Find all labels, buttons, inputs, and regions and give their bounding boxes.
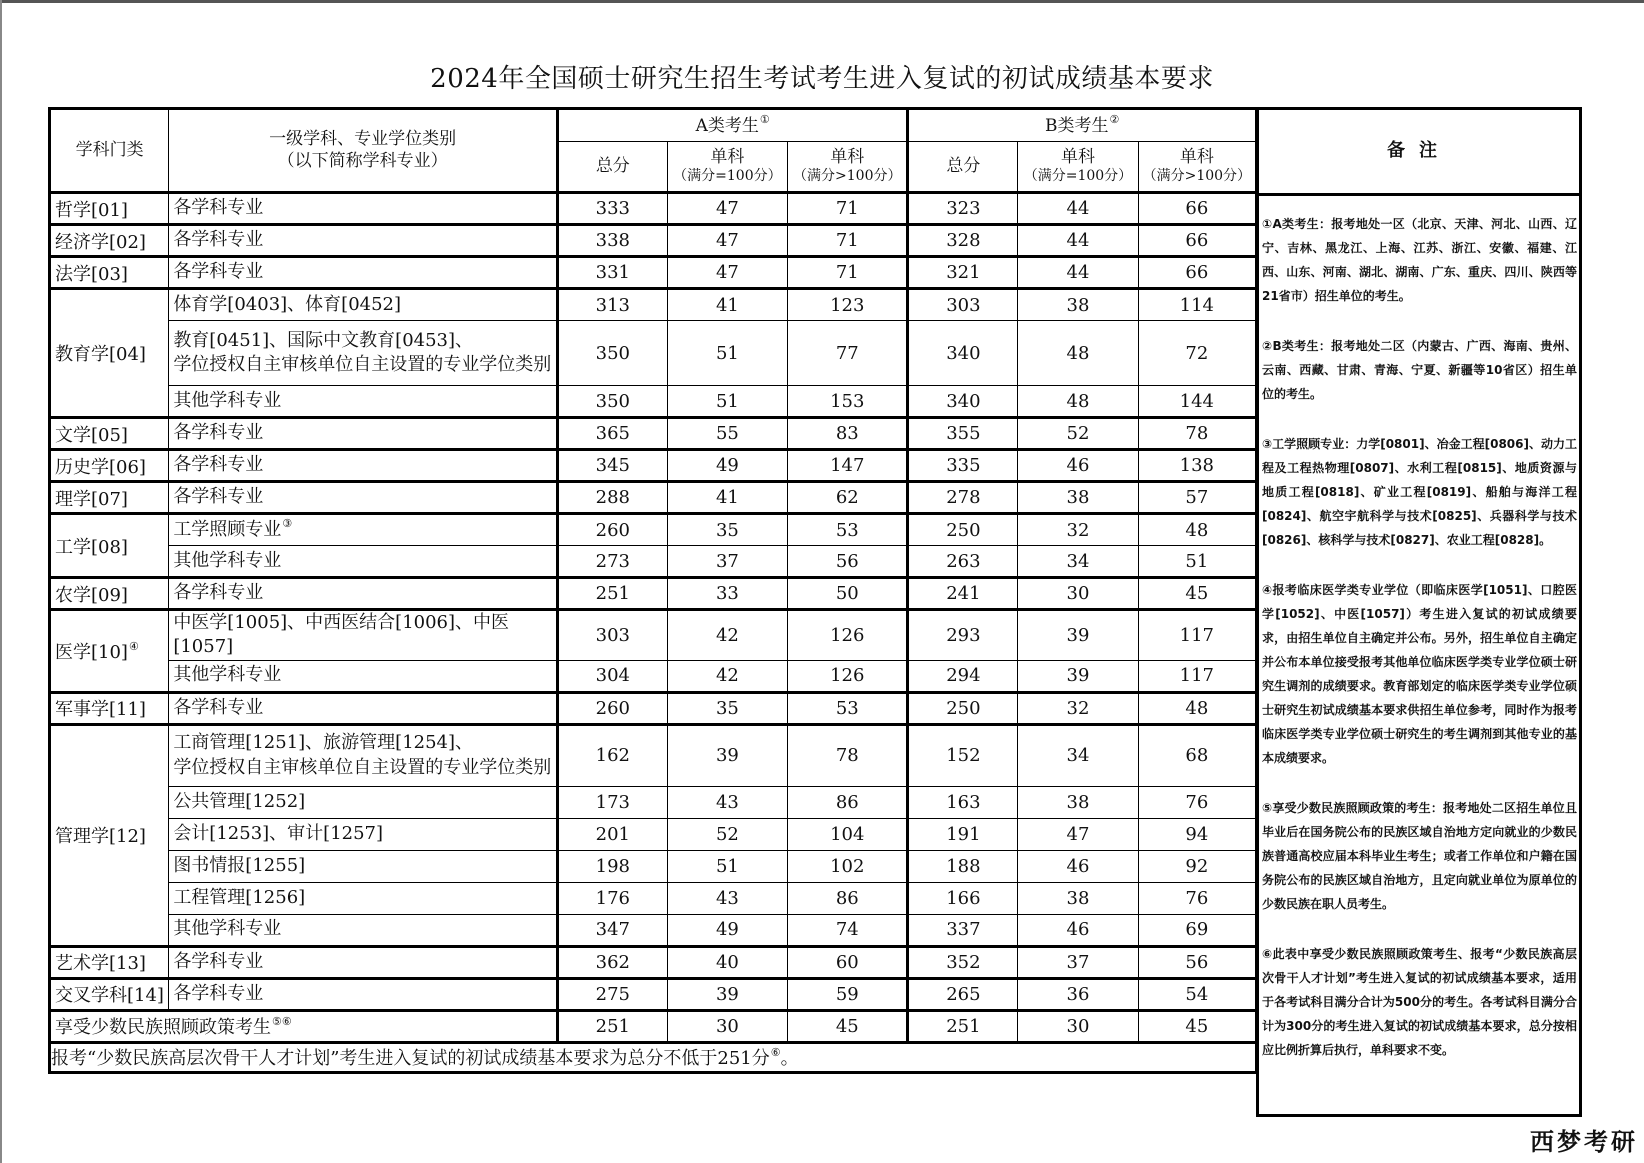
a-singleover-cell: 104 [788, 818, 908, 850]
a-total-cell: 288 [557, 482, 667, 514]
b-singleover-cell: 76 [1138, 882, 1256, 914]
row-subject-line1: 工商管理[1251]、旅游管理[1254]、 [173, 732, 474, 754]
table-row [50, 610, 1257, 661]
a-single100-cell: 47 [667, 257, 787, 289]
header-category: 学科门类 [50, 109, 169, 193]
a-single100-cell: 43 [667, 786, 787, 818]
a-singleover-cell: 126 [788, 610, 908, 661]
a-total-cell: 260 [557, 692, 667, 724]
b-total-cell: 335 [908, 450, 1018, 482]
a-singleover-cell: 78 [788, 724, 908, 786]
b-single100-cell: 38 [1018, 289, 1138, 321]
a-total-cell: 201 [557, 818, 667, 850]
b-single100-cell: 44 [1018, 257, 1138, 289]
row-category: 工学[08] [50, 514, 169, 578]
b-single100-cell: 44 [1018, 225, 1138, 257]
b-single100-cell: 32 [1018, 514, 1138, 546]
header-b-single-label: 单科 [1060, 147, 1095, 168]
a-total-cell: 333 [557, 193, 667, 225]
header-b-single-100 [1018, 142, 1138, 193]
a-singleover-cell: 45 [788, 1010, 908, 1042]
note-item: ②B类考生：报考地处二区（内蒙古、广西、海南、贵州、云南、西藏、甘肃、青海、宁夏、新疆等10省区）招生单位的考生。 [1262, 339, 1577, 401]
row-subject: 各学科专业 [169, 450, 558, 482]
row-subject: 各学科专业 [169, 978, 558, 1010]
b-singleover-cell: 45 [1138, 578, 1256, 610]
page-top-border [0, 0, 1644, 3]
a-singleover-cell: 53 [788, 514, 908, 546]
page-title: 2024年全国硕士研究生招生考试考生进入复试的初试成绩基本要求 [430, 64, 1214, 94]
b-singleover-cell: 51 [1138, 546, 1256, 578]
a-singleover-cell: 147 [788, 450, 908, 482]
b-singleover-cell: 48 [1138, 514, 1256, 546]
row-category: 交叉学科[14] [50, 978, 169, 1010]
a-total-cell: 304 [557, 660, 667, 692]
b-single100-cell: 34 [1018, 724, 1138, 786]
a-single100-cell: 40 [667, 946, 787, 978]
note-item: ⑤享受少数民族照顾政策的考生：报考地处二区招生单位且毕业后在国务院公布的民族区域自治地方定向就业的少数民族普通高校应届本科毕业生考生；或者工作单位和户籍在国务院公布的民族区域自治地方，且定向就业单位为原单位的少数民族在职人员考生。 [1262, 801, 1577, 911]
notes-panel [1256, 107, 1582, 1117]
b-total-cell: 340 [908, 386, 1018, 418]
row-category: 经济学[02] [50, 225, 169, 257]
a-total-cell: 251 [557, 578, 667, 610]
row-subject [169, 321, 558, 386]
table-row [50, 786, 1257, 818]
row-subject: 图书情报[1255] [169, 850, 558, 882]
a-total-cell: 350 [557, 386, 667, 418]
a-total-cell: 350 [557, 321, 667, 386]
row-category: 教育学[04] [50, 289, 169, 418]
row-subject: 其他学科专业 [169, 386, 558, 418]
row-category: 管理学[12] [50, 724, 169, 946]
row-subject: 其他学科专业 [169, 546, 558, 578]
b-single100-cell: 46 [1018, 850, 1138, 882]
b-total-cell: 340 [908, 321, 1018, 386]
b-single100-cell: 46 [1018, 914, 1138, 946]
table-row [50, 660, 1257, 692]
a-single100-cell: 33 [667, 578, 787, 610]
row-category: 农学[09] [50, 578, 169, 610]
b-singleover-cell: 56 [1138, 946, 1256, 978]
table-row [50, 946, 1257, 978]
b-total-cell: 241 [908, 578, 1018, 610]
b-total-cell: 323 [908, 193, 1018, 225]
a-total-cell: 162 [557, 724, 667, 786]
b-singleover-cell: 68 [1138, 724, 1256, 786]
table-row [50, 482, 1257, 514]
row-subject-line1: 教育[0451]、国际中文教育[0453]、 [173, 329, 474, 351]
row-subject: 中医学[1005]、中西医结合[1006]、中医[1057] [169, 610, 558, 661]
b-total-cell: 278 [908, 482, 1018, 514]
header-group-b-mark: ② [1109, 113, 1120, 127]
b-total-cell: 337 [908, 914, 1018, 946]
b-singleover-cell: 144 [1138, 386, 1256, 418]
header-group-b [908, 109, 1257, 142]
a-singleover-cell: 77 [788, 321, 908, 386]
header-group-a-label: A类考生 [695, 116, 759, 137]
a-single100-cell: 39 [667, 978, 787, 1010]
b-singleover-cell: 48 [1138, 692, 1256, 724]
b-single100-cell: 44 [1018, 193, 1138, 225]
footnote-mark: ⑥ [770, 1046, 781, 1060]
b-single100-cell: 32 [1018, 692, 1138, 724]
a-single100-cell: 51 [667, 850, 787, 882]
a-singleover-cell: 102 [788, 850, 908, 882]
table-row [50, 882, 1257, 914]
a-singleover-cell: 86 [788, 786, 908, 818]
table-row [50, 546, 1257, 578]
table-row [50, 418, 1257, 450]
page-left-border [0, 0, 2, 1163]
note-item: ④报考临床医学类专业学位（即临床医学[1051]、口腔医学[1052]、中医[1057]）考生进入复试的初试成绩要求，由招生单位自主确定并公布。另外，招生单位自主确定并公布本单位接受报考其他单位临床医学类专业学位硕士研究生调剂的成绩要求。教育部划定的临床医学类专业学位硕士研究生初试成绩基本要求供招生单位参考，同时作为报考临床医学类专业学位硕士研究生的考生调剂到其他专业的基本成绩要求。 [1262, 583, 1577, 765]
b-single100-cell: 52 [1018, 418, 1138, 450]
a-single100-cell: 42 [667, 610, 787, 661]
b-singleover-cell: 72 [1138, 321, 1256, 386]
b-single100-cell: 38 [1018, 482, 1138, 514]
header-subject-line1: 一级学科、专业学位类别 [269, 129, 457, 150]
header-a-total: 总分 [557, 142, 667, 193]
a-total-cell: 273 [557, 546, 667, 578]
a-singleover-cell: 153 [788, 386, 908, 418]
row-category [50, 1010, 558, 1042]
row-subject [169, 514, 558, 546]
a-singleover-cell: 71 [788, 257, 908, 289]
b-total-cell: 293 [908, 610, 1018, 661]
table-row [50, 450, 1257, 482]
a-single100-cell: 47 [667, 193, 787, 225]
table-row [50, 257, 1257, 289]
b-single100-cell: 30 [1018, 578, 1138, 610]
watermark-text: 西梦考研 [1530, 1127, 1638, 1156]
b-singleover-cell: 45 [1138, 1010, 1256, 1042]
row-category: 艺术学[13] [50, 946, 169, 978]
a-singleover-cell: 56 [788, 546, 908, 578]
score-table [48, 107, 1258, 1074]
b-single100-cell: 39 [1018, 610, 1138, 661]
a-single100-cell: 43 [667, 882, 787, 914]
table-row [50, 578, 1257, 610]
a-total-cell: 362 [557, 946, 667, 978]
a-total-cell: 275 [557, 978, 667, 1010]
row-subject: 会计[1253]、审计[1257] [169, 818, 558, 850]
a-total-cell: 338 [557, 225, 667, 257]
b-single100-cell: 36 [1018, 978, 1138, 1010]
a-single100-cell: 51 [667, 386, 787, 418]
footnote-row [50, 1042, 1257, 1072]
a-singleover-cell: 60 [788, 946, 908, 978]
row-category [50, 610, 169, 693]
notes-list [1259, 196, 1579, 1062]
header-a-fullover: （满分>100分） [793, 168, 902, 185]
b-singleover-cell: 76 [1138, 786, 1256, 818]
b-single100-cell: 48 [1018, 321, 1138, 386]
table-row [50, 850, 1257, 882]
row-subject: 体育学[0403]、体育[0452] [169, 289, 558, 321]
a-single100-cell: 30 [667, 1010, 787, 1042]
a-singleover-cell: 62 [788, 482, 908, 514]
b-single100-cell: 34 [1018, 546, 1138, 578]
a-singleover-cell: 126 [788, 660, 908, 692]
row-subject-line2: 学位授权自主审核单位自主设置的专业学位类别 [173, 756, 552, 778]
a-single100-cell: 37 [667, 546, 787, 578]
row-category: 历史学[06] [50, 450, 169, 482]
b-total-cell: 355 [908, 418, 1018, 450]
note-item: ③工学照顾专业：力学[0801]、冶金工程[0806]、动力工程及工程热物理[0807]、水利工程[0815]、地质资源与地质工程[0818]、矿业工程[0819]、船舶与海洋工程[0824]、航空宇航科学与技术[0825]、兵器科学与技术[0826]、核科学与技术[0827]、农业工程[0828]。 [1262, 437, 1577, 547]
row-subject: 各学科专业 [169, 578, 558, 610]
b-single100-cell: 30 [1018, 1010, 1138, 1042]
a-singleover-cell: 59 [788, 978, 908, 1010]
b-total-cell: 321 [908, 257, 1018, 289]
b-singleover-cell: 94 [1138, 818, 1256, 850]
row-category: 军事学[11] [50, 692, 169, 724]
row-subject: 公共管理[1252] [169, 786, 558, 818]
a-single100-cell: 42 [667, 660, 787, 692]
b-single100-cell: 48 [1018, 386, 1138, 418]
b-total-cell: 294 [908, 660, 1018, 692]
row-category: 法学[03] [50, 257, 169, 289]
row-subject: 各学科专业 [169, 482, 558, 514]
table-row [50, 225, 1257, 257]
row-subject: 各学科专业 [169, 946, 558, 978]
row-category: 哲学[01] [50, 193, 169, 225]
header-group-b-label: B类考生 [1045, 116, 1109, 137]
row-subject: 其他学科专业 [169, 660, 558, 692]
b-singleover-cell: 66 [1138, 193, 1256, 225]
header-subject [169, 109, 558, 193]
row-category: 理学[07] [50, 482, 169, 514]
a-singleover-cell: 74 [788, 914, 908, 946]
row-category: 文学[05] [50, 418, 169, 450]
b-total-cell: 251 [908, 1010, 1018, 1042]
table-row [50, 914, 1257, 946]
b-singleover-cell: 66 [1138, 257, 1256, 289]
table-row [50, 818, 1257, 850]
b-singleover-cell: 117 [1138, 610, 1256, 661]
a-singleover-cell: 83 [788, 418, 908, 450]
b-total-cell: 352 [908, 946, 1018, 978]
a-singleover-cell: 123 [788, 289, 908, 321]
b-singleover-cell: 78 [1138, 418, 1256, 450]
a-single100-cell: 49 [667, 450, 787, 482]
a-singleover-cell: 50 [788, 578, 908, 610]
note-item: ⑥此表中享受少数民族照顾政策考生、报考“少数民族高层次骨干人才计划”考生进入复试的初试成绩基本要求，适用于各考试科目满分合计为500分的考生。各考试科目满分合计为300分的考生进入复试的初试成绩基本要求，总分按相应比例折算后执行，单科要求不变。 [1262, 947, 1577, 1057]
header-b-single-label2: 单科 [1179, 147, 1214, 168]
b-single100-cell: 46 [1018, 450, 1138, 482]
header-b-single-over100 [1138, 142, 1256, 193]
b-single100-cell: 37 [1018, 946, 1138, 978]
header-a-single-100 [667, 142, 787, 193]
note-item: ①A类考生：报考地处一区（北京、天津、河北、山西、辽宁、吉林、黑龙江、上海、江苏、浙江、安徽、福建、江西、山东、河南、湖北、湖南、广东、重庆、四川、陕西等21省市）招生单位的考生。 [1262, 217, 1577, 303]
b-total-cell: 188 [908, 850, 1018, 882]
a-singleover-cell: 86 [788, 882, 908, 914]
header-a-single-over100 [788, 142, 908, 193]
footnote-end: 。 [780, 1048, 799, 1070]
b-singleover-cell: 117 [1138, 660, 1256, 692]
header-a-single-label: 单科 [710, 147, 745, 168]
header-a-single-label2: 单科 [830, 147, 865, 168]
a-total-cell: 260 [557, 514, 667, 546]
b-singleover-cell: 114 [1138, 289, 1256, 321]
b-total-cell: 163 [908, 786, 1018, 818]
a-total-cell: 313 [557, 289, 667, 321]
b-single100-cell: 38 [1018, 882, 1138, 914]
b-total-cell: 152 [908, 724, 1018, 786]
a-single100-cell: 55 [667, 418, 787, 450]
b-total-cell: 191 [908, 818, 1018, 850]
table-row [50, 978, 1257, 1010]
a-single100-cell: 39 [667, 724, 787, 786]
row-subject [169, 724, 558, 786]
a-single100-cell: 41 [667, 482, 787, 514]
a-total-cell: 176 [557, 882, 667, 914]
header-subject-line2: （以下简称学科专业） [277, 150, 448, 171]
b-total-cell: 250 [908, 514, 1018, 546]
header-b-full100: （满分=100分） [1023, 168, 1133, 185]
b-total-cell: 265 [908, 978, 1018, 1010]
row-subject: 各学科专业 [169, 257, 558, 289]
a-singleover-cell: 71 [788, 225, 908, 257]
table-row [50, 193, 1257, 225]
a-single100-cell: 35 [667, 692, 787, 724]
table-row [50, 386, 1257, 418]
a-singleover-cell: 53 [788, 692, 908, 724]
row-subject-line2: 学位授权自主审核单位自主设置的专业学位类别 [173, 354, 552, 375]
row-subject: 各学科专业 [169, 225, 558, 257]
a-single100-cell: 41 [667, 289, 787, 321]
row-subject: 各学科专业 [169, 193, 558, 225]
table-row [50, 289, 1257, 321]
b-total-cell: 263 [908, 546, 1018, 578]
a-total-cell: 251 [557, 1010, 667, 1042]
row-subject: 工程管理[1256] [169, 882, 558, 914]
b-singleover-cell: 57 [1138, 482, 1256, 514]
a-total-cell: 303 [557, 610, 667, 661]
a-single100-cell: 49 [667, 914, 787, 946]
table-row [50, 321, 1257, 386]
header-b-fullover: （满分>100分） [1142, 168, 1252, 185]
row-category-text: 享受少数民族照顾政策考生 [55, 1017, 271, 1039]
a-single100-cell: 51 [667, 321, 787, 386]
b-single100-cell: 47 [1018, 818, 1138, 850]
b-total-cell: 166 [908, 882, 1018, 914]
table-row [50, 692, 1257, 724]
a-total-cell: 331 [557, 257, 667, 289]
b-singleover-cell: 54 [1138, 978, 1256, 1010]
row-subject: 各学科专业 [169, 692, 558, 724]
header-group-a-mark: ① [759, 113, 770, 127]
b-singleover-cell: 69 [1138, 914, 1256, 946]
row-category-text: 医学[10] [55, 641, 128, 663]
a-singleover-cell: 71 [788, 193, 908, 225]
a-single100-cell: 52 [667, 818, 787, 850]
b-singleover-cell: 66 [1138, 225, 1256, 257]
a-total-cell: 198 [557, 850, 667, 882]
b-total-cell: 250 [908, 692, 1018, 724]
row-subject-mark: ③ [282, 517, 293, 531]
a-total-cell: 345 [557, 450, 667, 482]
footnote-text: 报考“少数民族高层次骨干人才计划”考生进入复试的初试成绩基本要求为总分不低于251分 [51, 1048, 770, 1070]
row-subject: 其他学科专业 [169, 914, 558, 946]
a-total-cell: 347 [557, 914, 667, 946]
footnote [50, 1042, 1257, 1072]
row-category-mark: ④ [128, 639, 139, 653]
row-subject: 各学科专业 [169, 418, 558, 450]
a-single100-cell: 47 [667, 225, 787, 257]
a-total-cell: 365 [557, 418, 667, 450]
a-total-cell: 173 [557, 786, 667, 818]
a-single100-cell: 35 [667, 514, 787, 546]
table-row [50, 514, 1257, 546]
table-row [50, 724, 1257, 786]
b-singleover-cell: 138 [1138, 450, 1256, 482]
row-category-mark: ⑤⑥ [272, 1015, 292, 1029]
b-total-cell: 328 [908, 225, 1018, 257]
b-single100-cell: 38 [1018, 786, 1138, 818]
b-total-cell: 303 [908, 289, 1018, 321]
notes-header: 备注 [1259, 110, 1579, 196]
header-b-total: 总分 [908, 142, 1018, 193]
b-singleover-cell: 92 [1138, 850, 1256, 882]
b-single100-cell: 39 [1018, 660, 1138, 692]
header-group-a [557, 109, 908, 142]
header-a-full100: （满分=100分） [673, 168, 782, 185]
row-subject-text: 工学照顾专业 [173, 519, 282, 541]
table-row [50, 1010, 1257, 1042]
